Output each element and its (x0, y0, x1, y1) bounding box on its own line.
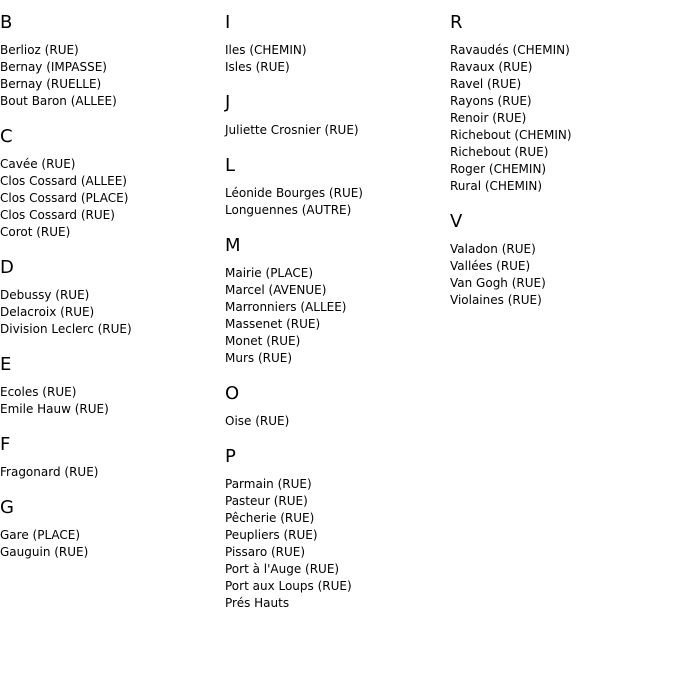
street-item: Mairie (PLACE) (225, 266, 314, 280)
letter-group (0, 354, 225, 418)
street-item: Prés Hauts (225, 596, 290, 610)
letter-heading: B (0, 12, 13, 33)
street-item: Isles (RUE) (225, 60, 290, 74)
street-item: Marcel (AVENUE) (225, 283, 327, 297)
letter-group (0, 497, 225, 561)
street-list (225, 185, 450, 219)
street-item: Violaines (RUE) (450, 293, 542, 307)
letter-heading: F (0, 434, 11, 455)
index-column (450, 12, 675, 325)
street-item: Vallées (RUE) (450, 259, 531, 273)
letter-heading: M (225, 235, 241, 256)
street-item: Bernay (IMPASSE) (0, 60, 107, 74)
street-item: Berlioz (RUE) (0, 43, 79, 57)
street-item: Port aux Loups (RUE) (225, 579, 352, 593)
street-list (0, 156, 225, 241)
street-item: Clos Cossard (RUE) (0, 208, 115, 222)
street-item: Division Leclerc (RUE) (0, 322, 132, 336)
street-item: Massenet (RUE) (225, 317, 321, 331)
street-item: Léonide Bourges (RUE) (225, 186, 363, 200)
street-list (0, 42, 225, 110)
letter-heading: R (450, 12, 463, 33)
street-list (0, 527, 225, 561)
street-list (225, 122, 450, 139)
street-item: Peupliers (RUE) (225, 528, 318, 542)
street-list (225, 413, 450, 430)
street-item: Fragonard (RUE) (0, 465, 99, 479)
street-item: Van Gogh (RUE) (450, 276, 546, 290)
street-item: Ravel (RUE) (450, 77, 522, 91)
street-item: Valadon (RUE) (450, 242, 536, 256)
letter-heading: V (450, 211, 463, 232)
street-item: Renoir (RUE) (450, 111, 527, 125)
letter-group (225, 92, 450, 139)
letter-heading: O (225, 383, 240, 404)
street-item: Ravaudés (CHEMIN) (450, 43, 570, 57)
street-item: Ravaux (RUE) (450, 60, 533, 74)
street-item: Oise (RUE) (225, 414, 290, 428)
street-item: Marronniers (ALLEE) (225, 300, 347, 314)
letter-heading: E (0, 354, 12, 375)
street-item: Rayons (RUE) (450, 94, 532, 108)
street-item: Juliette Crosnier (RUE) (225, 123, 359, 137)
street-item: Richebout (RUE) (450, 145, 549, 159)
letter-heading: L (225, 155, 236, 176)
street-item: Roger (CHEMIN) (450, 162, 547, 176)
letter-group (0, 126, 225, 241)
street-item: Port à l'Auge (RUE) (225, 562, 340, 576)
street-item: Monet (RUE) (225, 334, 301, 348)
street-item: Gare (PLACE) (0, 528, 81, 542)
street-item: Pêcherie (RUE) (225, 511, 315, 525)
street-list (225, 265, 450, 367)
index-column (0, 12, 225, 577)
street-list (0, 464, 225, 481)
street-item: Debussy (RUE) (0, 288, 90, 302)
letter-heading: D (0, 257, 14, 278)
letter-group (450, 211, 675, 309)
street-item: Cavée (RUE) (0, 157, 76, 171)
street-item: Emile Hauw (RUE) (0, 402, 109, 416)
street-item: Delacroix (RUE) (0, 305, 95, 319)
letter-heading: P (225, 446, 236, 467)
letter-heading: C (0, 126, 13, 147)
letter-group (225, 155, 450, 219)
street-list (0, 384, 225, 418)
street-item: Bernay (RUELLE) (0, 77, 102, 91)
street-list (450, 241, 675, 309)
street-list (450, 42, 675, 195)
letter-group (0, 434, 225, 481)
street-list (0, 287, 225, 338)
street-item: Corot (RUE) (0, 225, 71, 239)
street-item: Pissaro (RUE) (225, 545, 306, 559)
street-item: Rural (CHEMIN) (450, 179, 543, 193)
index-column (225, 12, 450, 628)
street-item: Clos Cossard (ALLEE) (0, 174, 127, 188)
letter-group (450, 12, 675, 195)
letter-group (225, 446, 450, 612)
street-item: Bout Baron (ALLEE) (0, 94, 117, 108)
street-item: Parmain (RUE) (225, 477, 312, 491)
letter-group (0, 257, 225, 338)
street-item: Pasteur (RUE) (225, 494, 308, 508)
street-item: Longuennes (AUTRE) (225, 203, 352, 217)
letter-heading: I (225, 12, 231, 33)
letter-group (225, 235, 450, 367)
letter-heading: J (225, 92, 231, 113)
street-item: Murs (RUE) (225, 351, 293, 365)
street-list (225, 476, 450, 612)
street-item: Gauguin (RUE) (0, 545, 89, 559)
street-item: Richebout (CHEMIN) (450, 128, 572, 142)
letter-heading: G (0, 497, 14, 518)
street-item: Iles (CHEMIN) (225, 43, 307, 57)
street-item: Clos Cossard (PLACE) (0, 191, 129, 205)
letter-group (225, 383, 450, 430)
letter-group (225, 12, 450, 76)
street-list (225, 42, 450, 76)
letter-group (0, 12, 225, 110)
street-item: Ecoles (RUE) (0, 385, 77, 399)
